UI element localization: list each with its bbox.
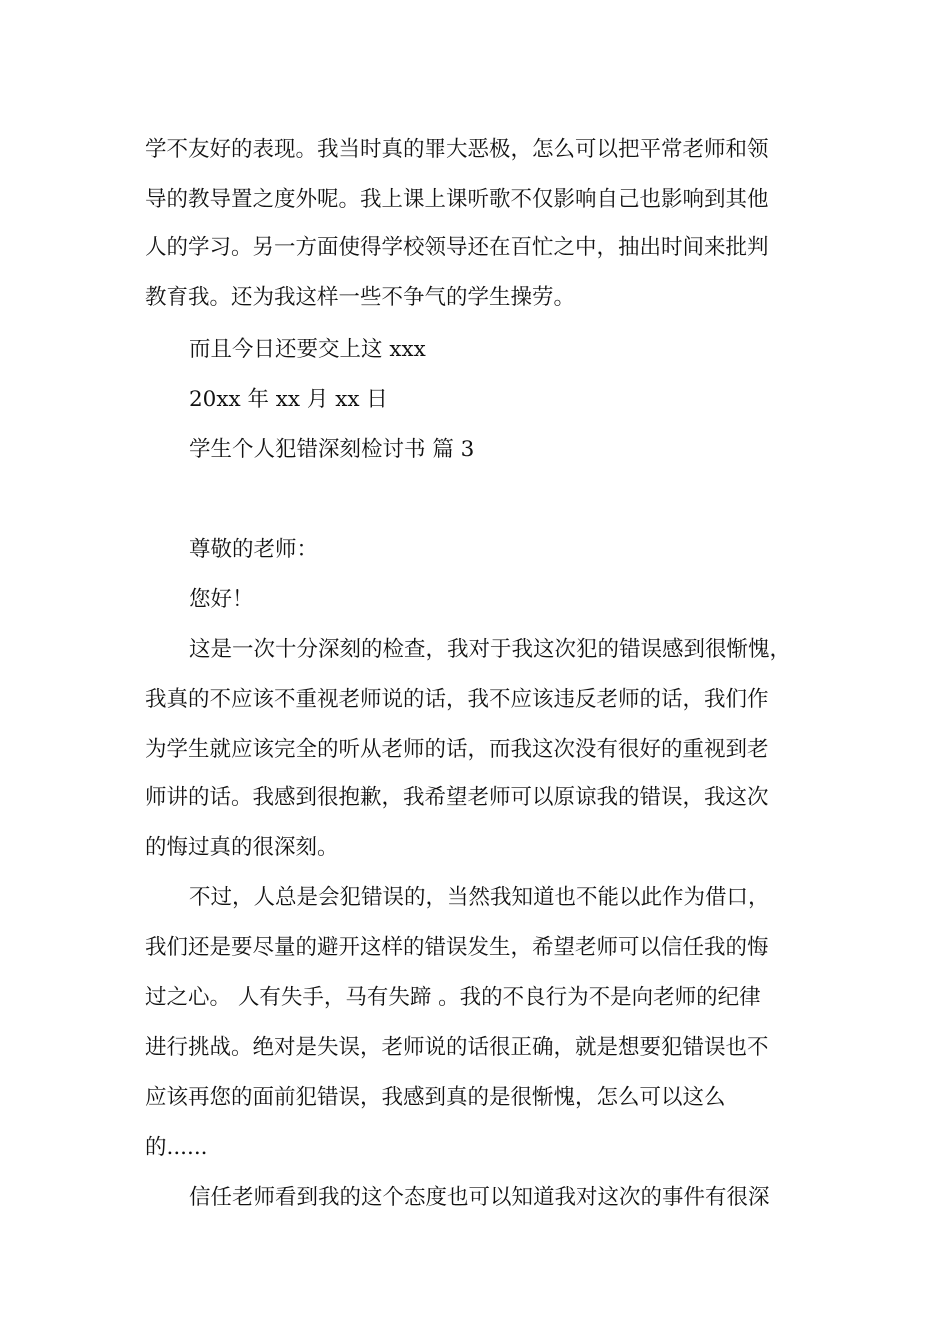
paragraph-line: 为学生就应该完全的听从老师的话，而我这次没有很好的重视到老	[145, 737, 769, 762]
paragraph-line: 的悔过真的很深刻。	[145, 835, 339, 860]
paragraph-line: 过之心。 人有失手，马有失蹄 。我的不良行为不是向老师的纪律	[145, 985, 761, 1010]
paragraph-line: 信任老师看到我的这个态度也可以知道我对这次的事件有很深	[189, 1185, 770, 1210]
paragraph-line: 应该再您的面前犯错误，我感到真的是很惭愧，怎么可以这么	[145, 1085, 726, 1110]
salutation: 尊敬的老师：	[189, 537, 319, 562]
paragraph-line: 不过，人总是会犯错误的，当然我知道也不能以此作为借口，	[189, 885, 770, 910]
date-line: 20xx 年 xx 月 xx 日	[189, 387, 388, 412]
section-title: 学生个人犯错深刻检讨书 篇 3	[189, 437, 475, 462]
paragraph-line: 我真的不应该不重视老师说的话，我不应该违反老师的话，我们作	[145, 687, 769, 712]
paragraph-line: 的......	[145, 1135, 208, 1160]
greeting: 您好！	[189, 587, 254, 612]
paragraph-line: 学不友好的表现。我当时真的罪大恶极，怎么可以把平常老师和领	[145, 137, 769, 162]
paragraph-line: 我们还是要尽量的避开这样的错误发生，希望老师可以信任我的悔	[145, 935, 769, 960]
paragraph-line: 这是一次十分深刻的检查，我对于我这次犯的错误感到很惭愧，	[189, 637, 792, 662]
paragraph-line: 人的学习。另一方面使得学校领导还在百忙之中，抽出时间来批判	[145, 235, 769, 260]
closing-line: 而且今日还要交上这 xxx	[189, 337, 426, 362]
paragraph-line: 导的教导置之度外呢。我上课上课听歌不仅影响自己也影响到其他	[145, 187, 769, 212]
paragraph-line: 教育我。还为我这样一些不争气的学生操劳。	[145, 285, 576, 310]
paragraph-line: 进行挑战。绝对是失误，老师说的话很正确，就是想要犯错误也不	[145, 1035, 769, 1060]
paragraph-line: 师讲的话。我感到很抱歉，我希望老师可以原谅我的错误，我这次	[145, 785, 769, 810]
